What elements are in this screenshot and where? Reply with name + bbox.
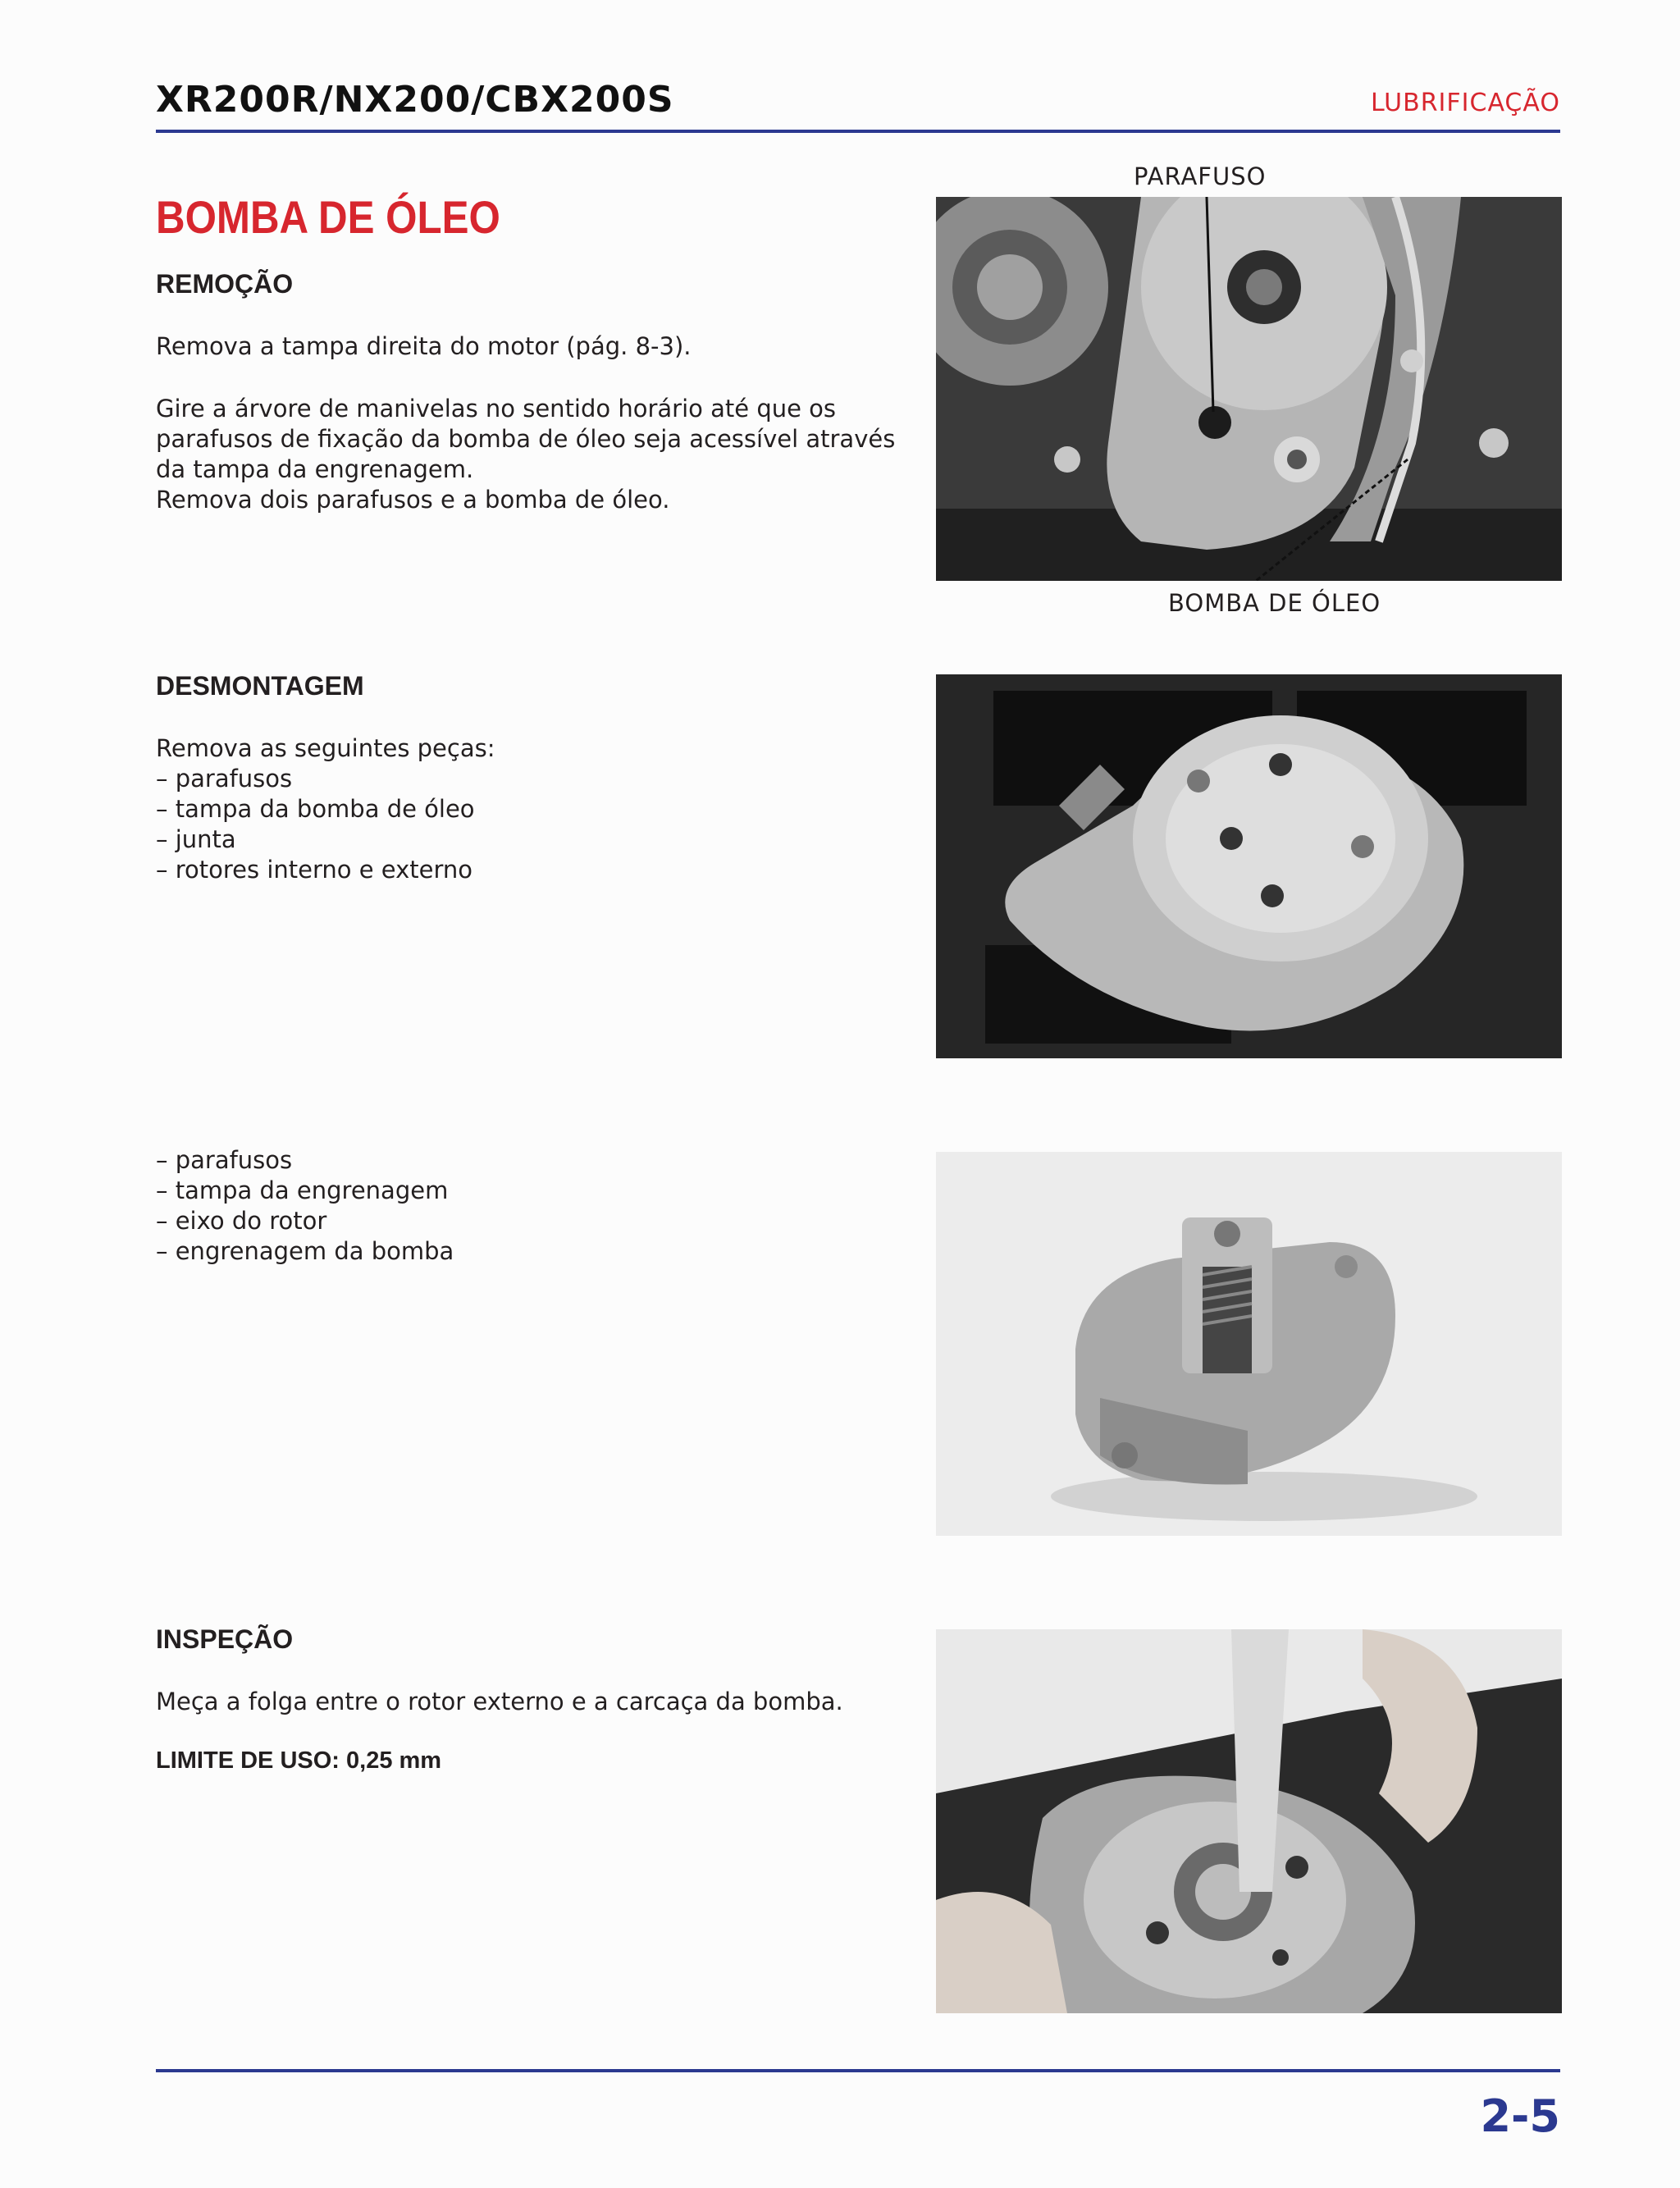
photo-oil-pump-gear	[936, 1152, 1562, 1536]
header-rule	[156, 130, 1560, 133]
callout-bomba-de-oleo: BOMBA DE ÓLEO	[1168, 589, 1381, 617]
heading-removal: REMOÇÃO	[156, 269, 294, 299]
removal-line-3: da tampa da engrenagem.	[156, 455, 474, 483]
disassembly-list1-item: – junta	[156, 825, 236, 853]
inspection-text: Meça a folga entre o rotor externo e a carcaça da bomba.	[156, 1688, 843, 1715]
disassembly-intro: Remova as seguintes peças:	[156, 734, 495, 762]
disassembly-list1-item: – rotores interno e externo	[156, 856, 473, 884]
disassembly-list2-item: – tampa da engrenagem	[156, 1176, 449, 1204]
disassembly-list2-item: – eixo do rotor	[156, 1207, 327, 1235]
photo-oil-pump-cover	[936, 674, 1562, 1058]
disassembly-list1-item: – tampa da bomba de óleo	[156, 795, 475, 823]
section-title: LUBRIFICAÇÃO	[1370, 89, 1560, 117]
photo-engine-oil-pump	[936, 197, 1562, 581]
footer-rule	[156, 2069, 1560, 2072]
removal-line-4: Remova dois parafusos e a bomba de óleo.	[156, 486, 670, 514]
callout-parafuso: PARAFUSO	[1134, 162, 1267, 190]
disassembly-list1-item: – parafusos	[156, 765, 293, 793]
page-title: BOMBA DE ÓLEO	[156, 191, 500, 243]
service-limit-label: LIMITE DE USO	[156, 1747, 332, 1774]
heading-disassembly: DESMONTAGEM	[156, 671, 364, 701]
heading-inspection: INSPEÇÃO	[156, 1624, 294, 1654]
removal-line-2: parafusos de fixação da bomba de óleo seja acessível através	[156, 425, 896, 453]
service-limit	[156, 1747, 441, 1775]
removal-line-1: Gire a árvore de manivelas no sentido horário até que os	[156, 395, 837, 423]
disassembly-list2-item: – engrenagem da bomba	[156, 1237, 454, 1265]
disassembly-list2-item: – parafusos	[156, 1146, 293, 1174]
photo-feeler-gauge-inspection	[936, 1629, 1562, 2013]
service-limit-value: : 0,25 mm	[331, 1747, 442, 1774]
page-number: 2-5	[1480, 2090, 1560, 2142]
manual-model-title: XR200R/NX200/CBX200S	[156, 79, 674, 121]
removal-paragraph-1: Remova a tampa direita do motor (pág. 8-3).	[156, 332, 692, 360]
